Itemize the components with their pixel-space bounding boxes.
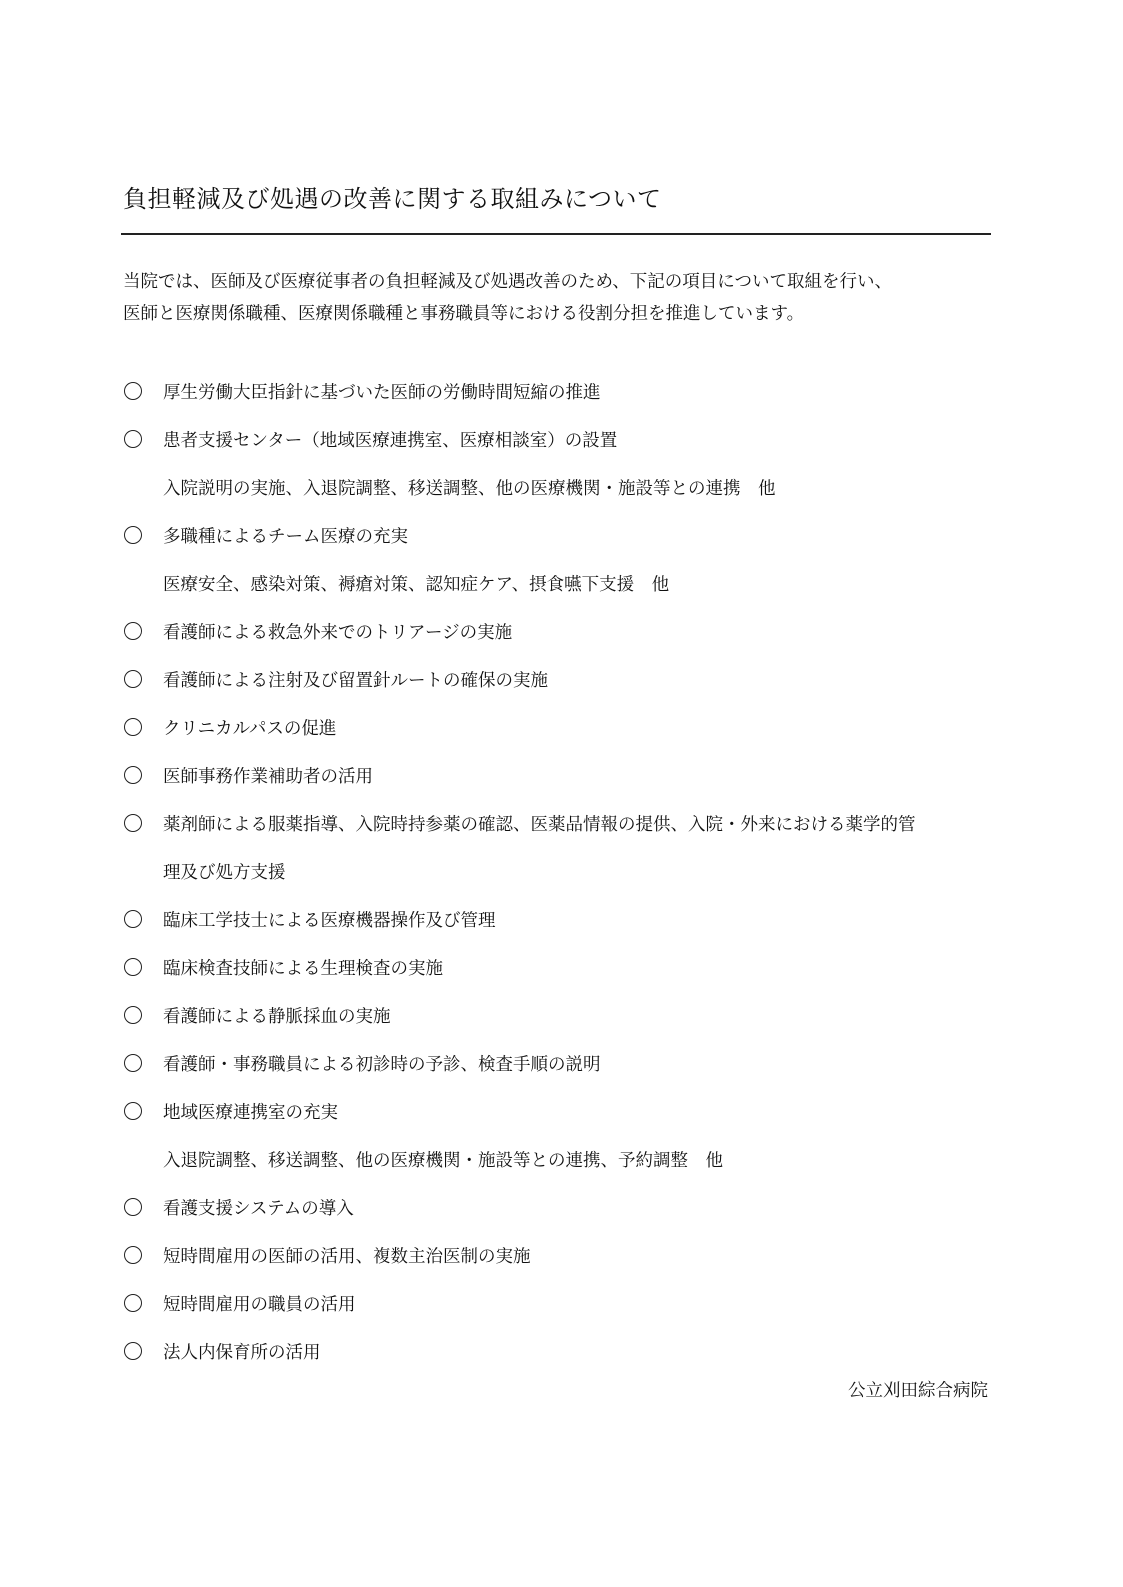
list-item-text: 法人内保育所の活用 <box>163 1342 321 1363</box>
list-item-text: 看護師による静脈採血の実施 <box>163 1006 391 1027</box>
circle-bullet-icon <box>124 430 142 448</box>
circle-bullet-icon <box>124 766 142 784</box>
circle-bullet-icon <box>124 1054 142 1072</box>
list-item <box>123 1183 993 1231</box>
circle-bullet-icon <box>124 1006 142 1024</box>
list-item <box>123 991 993 1039</box>
list-item <box>123 703 993 751</box>
list-item <box>123 1087 993 1135</box>
list-item-text: 多職種によるチーム医療の充実 <box>163 526 408 547</box>
list-item <box>123 1039 993 1087</box>
list-item-text: 薬剤師による服薬指導、入院時持参薬の確認、医薬品情報の提供、入院・外来における薬学的管 <box>163 814 916 835</box>
circle-bullet-icon <box>124 622 142 640</box>
title-divider <box>121 233 991 235</box>
list-item <box>123 751 993 799</box>
document-title: 負担軽減及び処遇の改善に関する取組みについて <box>123 185 662 213</box>
list-item <box>123 799 993 847</box>
intro-line: 当院では、医師及び医療従事者の負担軽減及び処遇改善のため、下記の項目について取組を行い、 <box>123 272 892 292</box>
list-item <box>123 655 993 703</box>
circle-bullet-icon <box>124 910 142 928</box>
circle-bullet-icon <box>124 814 142 832</box>
circle-bullet-icon <box>124 526 142 544</box>
circle-bullet-icon <box>124 382 142 400</box>
circle-bullet-icon <box>124 1102 142 1120</box>
initiative-list <box>123 367 993 1375</box>
list-item-text: クリニカルパスの促進 <box>163 718 337 739</box>
list-item <box>123 1327 993 1375</box>
circle-bullet-icon <box>124 1246 142 1264</box>
list-item-text: 地域医療連携室の充実 <box>163 1102 338 1123</box>
list-item-text: 看護師による救急外来でのトリアージの実施 <box>163 622 513 643</box>
list-item <box>123 1231 993 1279</box>
list-item-continuation: 理及び処方支援 <box>163 862 286 883</box>
list-item-text: 臨床検査技師による生理検査の実施 <box>163 958 443 979</box>
list-item <box>123 1279 993 1327</box>
list-item-text: 看護支援システムの導入 <box>163 1198 354 1219</box>
circle-bullet-icon <box>124 1294 142 1312</box>
list-item-detail: 医療安全、感染対策、褥瘡対策、認知症ケア、摂食嚥下支援 他 <box>163 574 670 595</box>
list-item-text: 臨床工学技士による医療機器操作及び管理 <box>163 910 496 931</box>
list-item-text: 医師事務作業補助者の活用 <box>163 766 373 787</box>
list-item-text: 患者支援センター（地域医療連携室、医療相談室）の設置 <box>163 430 618 451</box>
list-item-detail: 入退院調整、移送調整、他の医療機関・施設等との連携、予約調整 他 <box>163 1150 723 1171</box>
list-item <box>123 895 993 943</box>
list-item <box>123 511 993 559</box>
circle-bullet-icon <box>124 670 142 688</box>
list-item-text: 短時間雇用の職員の活用 <box>163 1294 356 1315</box>
circle-bullet-icon <box>124 1342 142 1360</box>
list-item-text: 看護師による注射及び留置針ルートの確保の実施 <box>163 670 548 691</box>
list-item-text: 短時間雇用の医師の活用、複数主治医制の実施 <box>163 1246 531 1267</box>
intro-paragraph <box>123 266 993 330</box>
list-item-text: 厚生労働大臣指針に基づいた医師の労働時間短縮の推進 <box>163 382 601 403</box>
list-item <box>123 367 993 415</box>
list-item-text: 看護師・事務職員による初診時の予診、検査手順の説明 <box>163 1054 601 1075</box>
circle-bullet-icon <box>124 958 142 976</box>
list-item-detail: 入院説明の実施、入退院調整、移送調整、他の医療機関・施設等との連携 他 <box>163 478 776 499</box>
list-item <box>123 943 993 991</box>
circle-bullet-icon <box>124 1198 142 1216</box>
hospital-name-signature: 公立刈田綜合病院 <box>848 1381 988 1401</box>
intro-line: 医師と医療関係職種、医療関係職種と事務職員等における役割分担を推進しています。 <box>123 304 805 324</box>
circle-bullet-icon <box>124 718 142 736</box>
list-item <box>123 415 993 463</box>
list-item <box>123 607 993 655</box>
